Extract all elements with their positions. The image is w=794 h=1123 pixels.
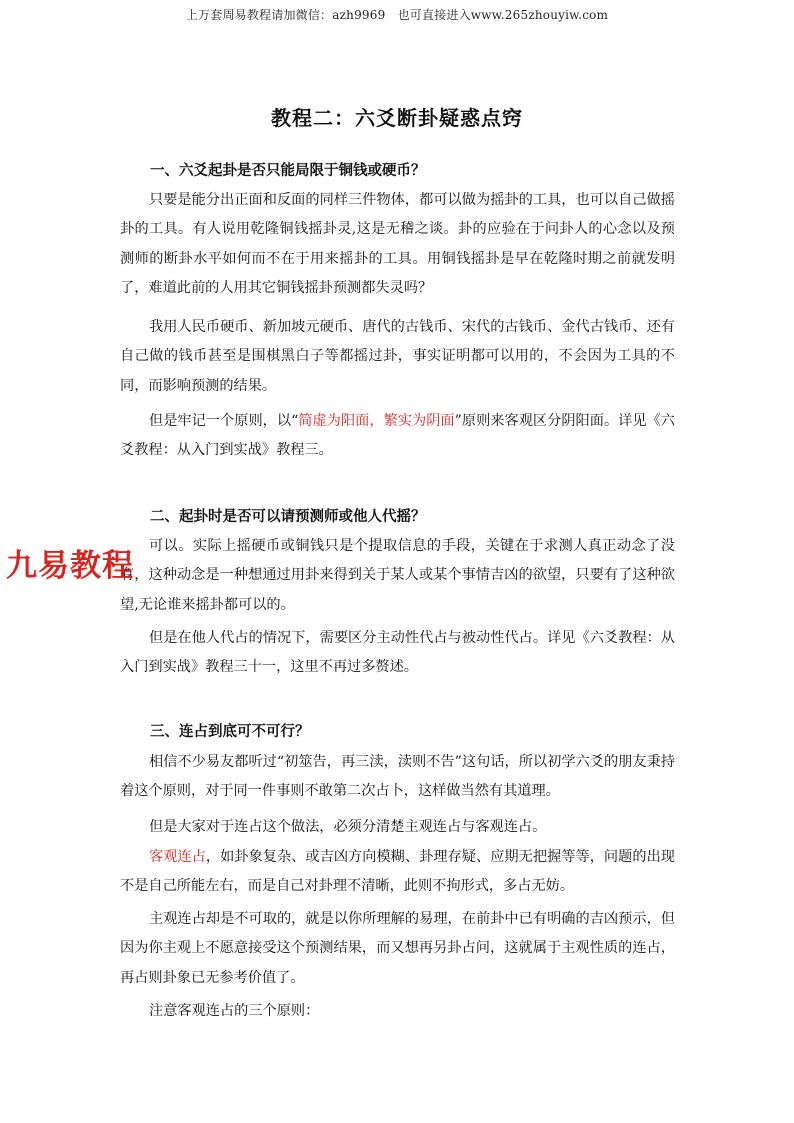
paragraph [120,407,675,466]
paragraph: 我用人民币硬币、新加坡元硬币、唐代的古钱币、宋代的古钱币、金代古钱币、还有自己做的钱币甚至是围棋黑白子等都摇过卦，事实证明都可以用的，不会因为工具的不同，而影响预测的结果。 [120,319,675,394]
paragraph: 可以。实际上摇硬币或铜钱只是个提取信息的手段，关键在于求测人真正动念了没有，这种动念是一种想通过用卦来得到关于某人或某个事情吉凶的欲望，只要有了这种欲望,无论谁来摇卦都可以的。 [120,538,675,613]
paragraph-text: 但是牢记一个原则，以“ [149,413,299,429]
watermark-logo: 九易教程 [6,548,134,584]
section-heading-1: 一、六爻起卦是否只能局限于铜钱或硬币？ [150,163,426,179]
section-heading-2: 二、起卦时是否可以请预测师或他人代摇？ [150,509,426,525]
page-header: 上万套周易教程请加微信：azh9969 也可直接进入www.265zhouyiw.com [185,8,609,22]
paragraph: 注意客观连占的三个原则： [149,1003,320,1019]
highlighted-text: 简虚为阳面，繁实为阴面 [298,413,455,429]
section-heading-3: 三、连占到底可不可行？ [150,724,310,740]
paragraph: 但是在他人代占的情况下，需要区分主动性代占与被动性代占。详见《六爻教程：从入门到实战》教程三十一，这里不再过多赘述。 [120,630,675,676]
highlighted-text: 客观连占 [149,849,206,865]
paragraph: 但是大家对于连占这个做法，必须分清楚主观连占与客观连占。 [149,819,547,835]
paragraph-text: ”原则来客观区分阴阳面。详见《六爻教程：从入门到实战》教程三。 [120,413,675,459]
paragraph: 主观连占却是不可取的，就是以你所理解的易理，在前卦中已有明确的吉凶预示，但因为你主观上不愿意接受这个预测结果，而又想再另卦占问，这就属于主观性质的连占，再占则卦象已无参考价值了。 [120,911,675,986]
page-title: 教程二：六爻断卦疑惑点窍 [271,106,523,130]
paragraph: 相信不少易友都听过“初筮告，再三渎，渎则不告”这句话，所以初学六爻的朋友秉持着这个原则，对于同一件事则不敢第二次占卜，这样做当然有其道理。 [120,754,675,800]
paragraph: 只要是能分出正面和反面的同样三件物体，都可以做为摇卦的工具，也可以自己做摇卦的工具。有人说用乾隆铜钱摇卦灵,这是无稽之谈。卦的应验在于问卦人的心念以及预测师的断卦水平如何而不在于用来摇卦的工具。用铜钱摇卦是早在乾隆时期之前就发明了，难道此前的人用其它铜钱摇卦预测都失灵吗？ [120,192,675,297]
paragraph [120,843,675,902]
paragraph-text: ，如卦象复杂、或吉凶方向模糊、卦理存疑、应期无把握等等，问题的出现不是自己所能左右，而是自己对卦理不清晰，此则不拘形式，多占无妨。 [120,849,675,895]
